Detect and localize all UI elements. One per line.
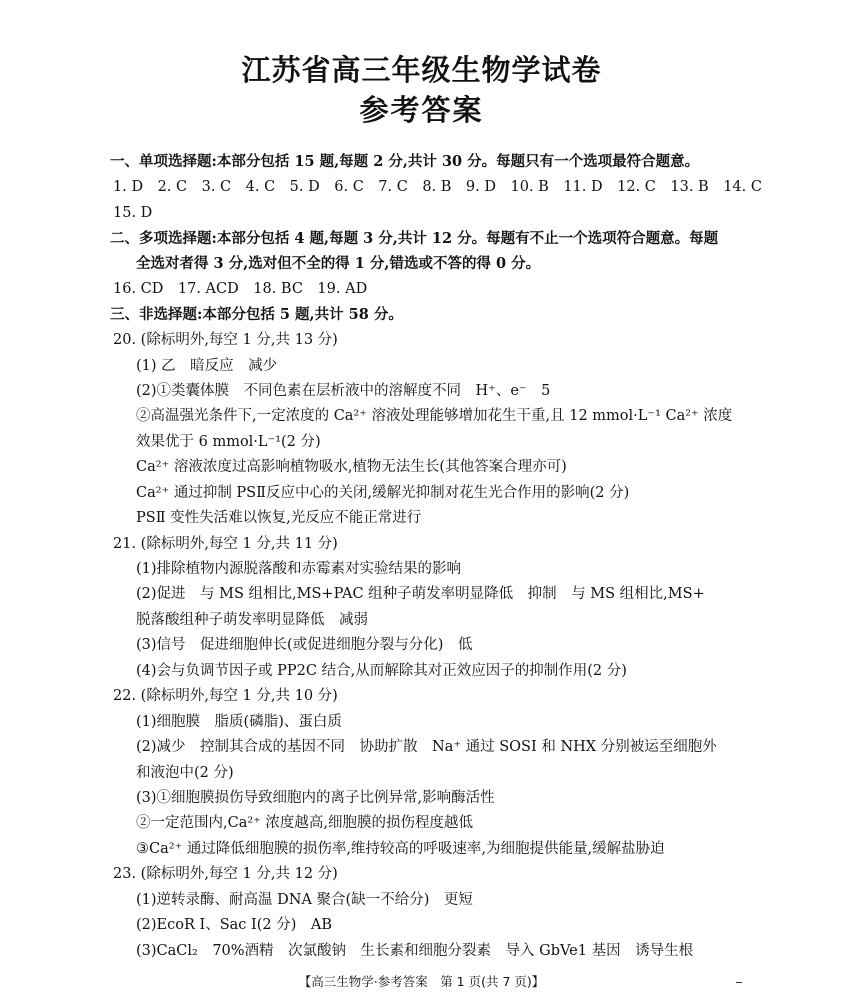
- answer-line: ②高温强光条件下,一定浓度的 Ca²⁺ 溶液处理能够增加花生干重,且 12 mmol·L⁻¹ Ca²⁺ 浓度: [136, 408, 733, 424]
- answer-line: 15. D: [113, 205, 153, 221]
- answer-line: 效果优于 6 mmol·L⁻¹(2 分): [136, 434, 321, 450]
- section-heading: 三、非选择题:本部分包括 5 题,共计 58 分。: [110, 306, 403, 323]
- answer-line: (2)EcoR Ⅰ、Sac Ⅰ(2 分) AB: [136, 917, 333, 933]
- answer-line: (3)信号 促进细胞伸长(或促进细胞分裂与分化) 低: [136, 637, 473, 653]
- page-title: 江苏省高三年级生物学试卷: [241, 53, 602, 87]
- answer-line: (2)①类囊体膜 不同色素在层析液中的溶解度不同 H⁺、e⁻ 5: [136, 383, 551, 399]
- section-heading: 二、多项选择题:本部分包括 4 题,每题 3 分,共计 12 分。每题有不止一个选项符合题意。每题: [110, 230, 719, 247]
- answer-line: (3)CaCl₂ 70%酒精 次氯酸钠 生长素和细胞分裂素 导入 GbVe1 基因 诱导生根: [136, 943, 694, 959]
- answer-line: 1. D 2. C 3. C 4. C 5. D 6. C 7. C 8. B 9. D 10. B 11. D 12. C 13. B 14. C: [113, 179, 762, 195]
- answer-line: (2)促进 与 MS 组相比,MS+PAC 组种子萌发率明显降低 抑制 与 MS 组相比,MS+: [136, 586, 705, 602]
- answer-line: 脱落酸组种子萌发率明显降低 减弱: [136, 612, 368, 628]
- page-subtitle: 参考答案: [359, 93, 484, 127]
- page-footer: 【高三生物学·参考答案 第 1 页(共 7 页)】: [298, 974, 545, 989]
- answer-line: (4)会与负调节因子或 PP2C 结合,从而解除其对正效应因子的抑制作用(2 分): [136, 663, 627, 679]
- answer-line: PSⅡ 变性失活难以恢复,光反应不能正常进行: [136, 510, 422, 526]
- answer-line: Ca²⁺ 通过抑制 PSⅡ反应中心的关闭,缓解光抑制对花生光合作用的影响(2 分): [136, 485, 630, 501]
- answer-line: ②一定范围内,Ca²⁺ 浓度越高,细胞膜的损伤程度越低: [136, 815, 474, 831]
- question-heading: 21. (除标明外,每空 1 分,共 11 分): [113, 536, 338, 552]
- answer-line: (1) 乙 暗反应 减少: [136, 358, 278, 374]
- question-heading: 23. (除标明外,每空 1 分,共 12 分): [113, 866, 338, 882]
- section-heading: 全选对者得 3 分,选对但不全的得 1 分,错选或不答的得 0 分。: [136, 255, 541, 272]
- answer-line: (1)排除植物内源脱落酸和赤霉素对实验结果的影响: [136, 561, 462, 577]
- answer-line: ③Ca²⁺ 通过降低细胞膜的损伤率,维持较高的呼吸速率,为细胞提供能量,缓解盐胁迫: [136, 841, 665, 857]
- section-heading: 一、单项选择题:本部分包括 15 题,每题 2 分,共计 30 分。每题只有一个选项最符合题意。: [110, 153, 700, 170]
- question-heading: 22. (除标明外,每空 1 分,共 10 分): [113, 688, 338, 704]
- answer-line: (2)减少 控制其合成的基因不同 协助扩散 Na⁺ 通过 SOSI 和 NHX 分别被运至细胞外: [136, 739, 717, 755]
- footer-mark: [736, 982, 742, 983]
- answer-line: (3)①细胞膜损伤导致细胞内的离子比例异常,影响酶活性: [136, 790, 495, 806]
- answer-line: (1)细胞膜 脂质(磷脂)、蛋白质: [136, 714, 342, 730]
- question-heading: 20. (除标明外,每空 1 分,共 13 分): [113, 332, 338, 348]
- answer-line: (1)逆转录酶、耐高温 DNA 聚合(缺一不给分) 更短: [136, 892, 473, 908]
- answer-line: Ca²⁺ 溶液浓度过高影响植物吸水,植物无法生长(其他答案合理亦可): [136, 459, 567, 475]
- answer-line: 16. CD 17. ACD 18. BC 19. AD: [113, 281, 368, 297]
- answer-line: 和液泡中(2 分): [136, 765, 234, 781]
